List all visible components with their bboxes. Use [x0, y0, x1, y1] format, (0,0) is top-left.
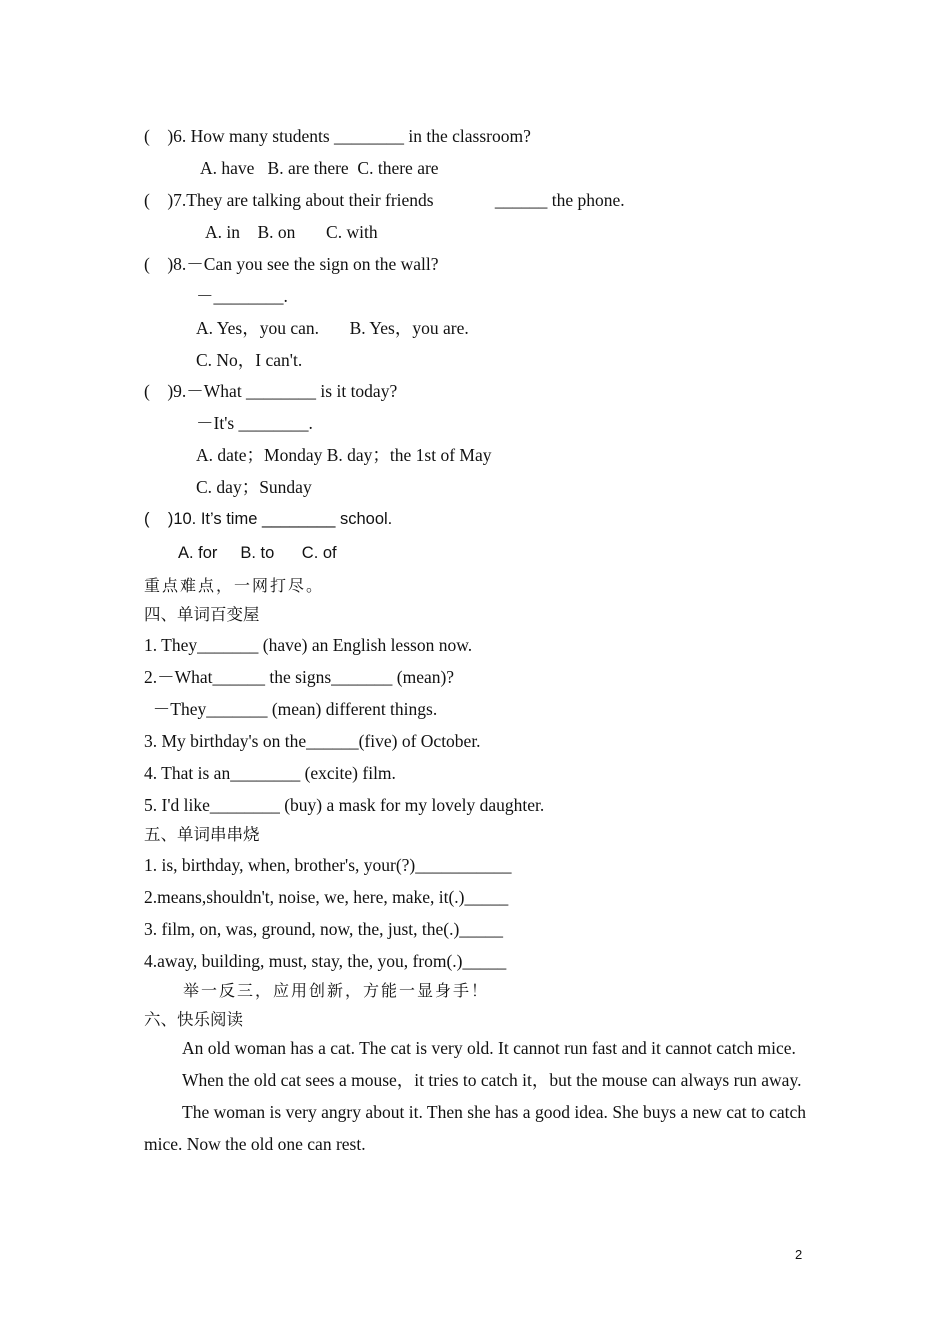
section-4-item: －They_______ (mean) different things. [144, 699, 438, 719]
question-6-options: A. have B. are there C. there are [200, 158, 439, 178]
question-7-options: A. in B. on C. with [205, 222, 378, 242]
question-10-options: A. for B. to C. of [178, 544, 337, 562]
section-4-item: 2.－What______ the signs_______ (mean)? [144, 667, 455, 687]
section-4-item: 3. My birthday's on the______(five) of October. [144, 731, 481, 751]
section-5-item: 3. film, on, was, ground, now, the, just, the(.)_____ [144, 919, 504, 939]
section-6-title: 六、快乐阅读 [144, 1010, 243, 1029]
question-8-options-2: C. No，I can't. [196, 350, 303, 370]
section-5-item: 1. is, birthday, when, brother's, your(?)___________ [144, 855, 512, 875]
question-9-stem: ( )9.－What ________ is it today? [144, 381, 398, 401]
question-7-stem: ( )7.They are talking about their friends ______ the phone. [144, 190, 625, 210]
reading-paragraph: When the old cat sees a mouse，it tries to catch it，but the mouse can always run away. [182, 1070, 802, 1090]
section-5-title: 五、单词串串烧 [144, 825, 260, 844]
question-9-reply: －It's ________. [196, 413, 313, 433]
section-4-item: 4. That is an________ (excite) film. [144, 763, 396, 783]
question-9-options-2: C. day；Sunday [196, 477, 312, 497]
page-number: 2 [795, 1247, 803, 1262]
reading-passage [144, 1032, 806, 1160]
question-6-stem: ( )6. How many students ________ in the classroom? [144, 126, 531, 146]
motto-1: 重点难点，一网打尽。 [144, 576, 325, 595]
section-4-item: 1. They_______ (have) an English lesson now. [144, 635, 473, 655]
question-9-options: A. date；Monday B. day；the 1st of May [196, 445, 492, 465]
question-8-reply: －________. [196, 286, 288, 306]
reading-paragraph: The woman is very angry about it. Then she has a good idea. She buys a new cat to catch mice. Now the old one can rest. [144, 1102, 806, 1154]
question-8-stem: ( )8.－Can you see the sign on the wall? [144, 254, 439, 274]
section-4-item: 5. I'd like________ (buy) a mask for my lovely daughter. [144, 795, 545, 815]
section-4-title: 四、单词百变屋 [144, 605, 260, 624]
section-5-item: 4.away, building, must, stay, the, you, from(.)_____ [144, 951, 507, 971]
section-5-item: 2.means,shouldn't, noise, we, here, make, it(.)_____ [144, 887, 509, 907]
question-10-stem: ( )10. It’s time ________ school. [144, 510, 393, 528]
question-8-options: A. Yes，you can. B. Yes，you are. [196, 318, 469, 338]
motto-2: 举一反三，应用创新，方能一显身手！ [183, 981, 490, 1000]
reading-paragraph: An old woman has a cat. The cat is very old. It cannot run fast and it cannot catch mice. [182, 1038, 796, 1058]
